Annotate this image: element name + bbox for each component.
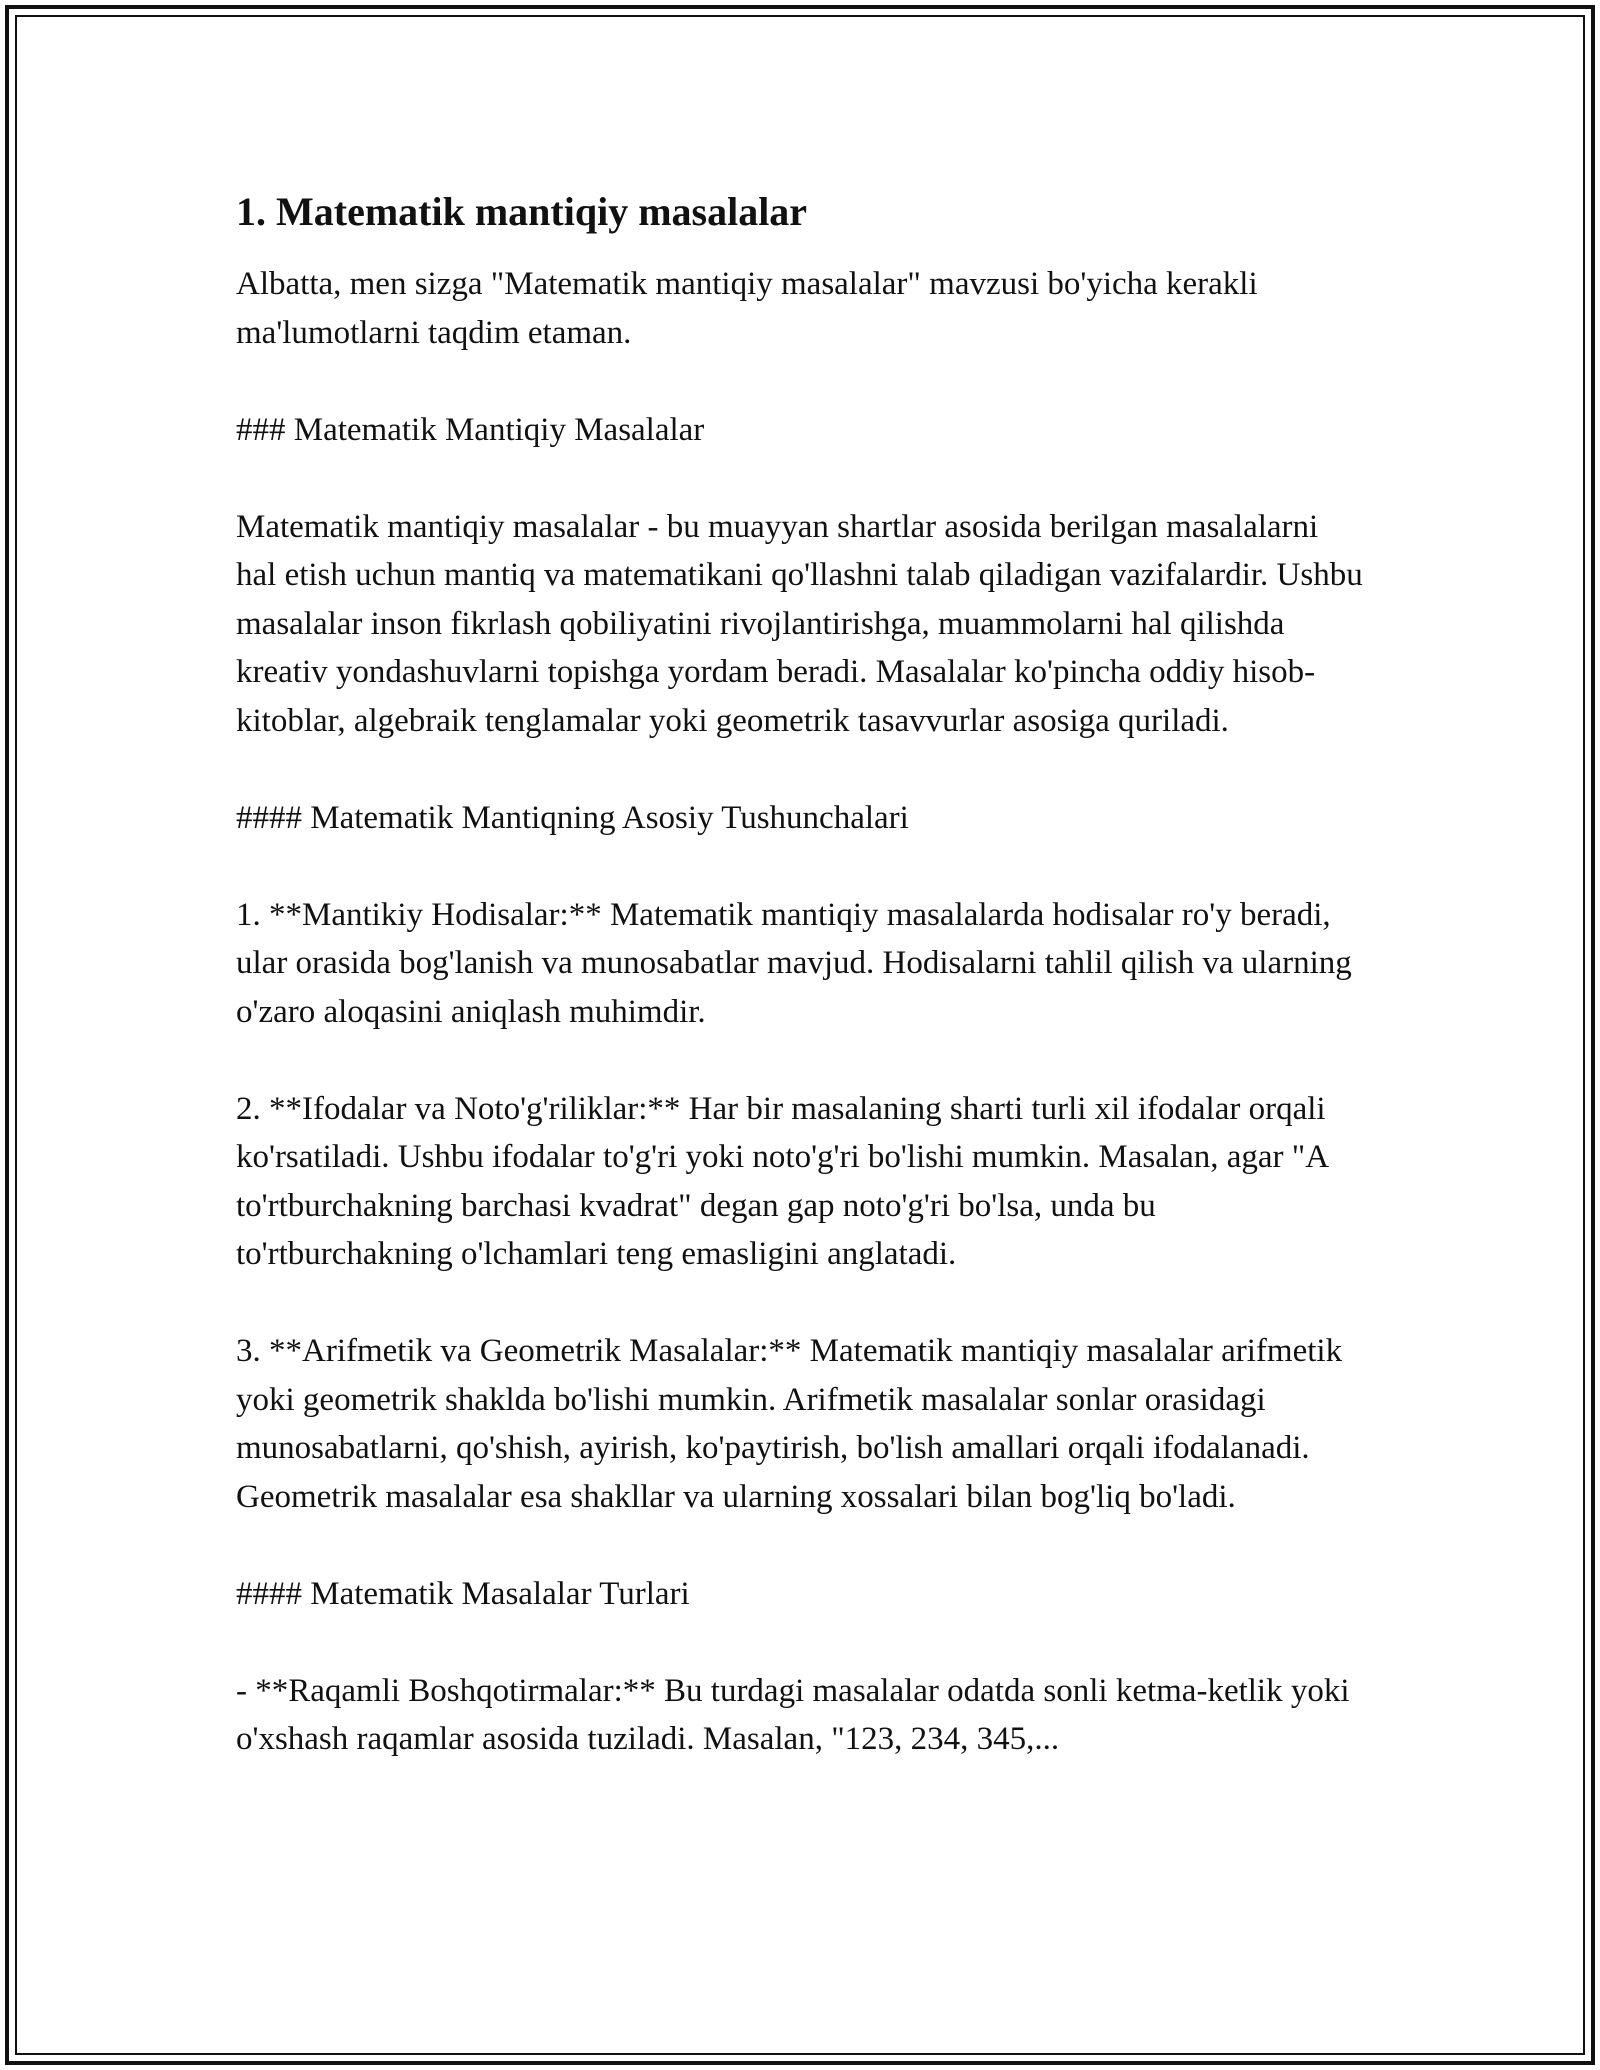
list-item: 1. **Mantikiy Hodisalar:** Matematik mantiqiy masalalarda hodisalar ro'y beradi, ular orasida bog'lanish va munosabatlar mavjud. Hodisalarni tahlil qilish va ularning o'zaro aloqasini aniqlash muhimdir. — [236, 896, 1352, 1030]
section-heading: ### Matematik Mantiqiy Masalalar — [236, 411, 705, 448]
subsection-heading: #### Matematik Masalalar Turlari — [236, 1575, 690, 1612]
list-item: 3. **Arifmetik va Geometrik Masalalar:** Matematik mantiqiy masalalar arifmetik yoki geometrik shaklda bo'lishi mumkin. Arifmetik masalalar sonlar orasidagi munosabatlarni, qo'shish, ayirish, ko'paytirish, bo'lish amallari orqali ifodalanadi. Geometrik masalalar esa shakllar va ularning xossalari bilan bog'liq bo'ladi. — [236, 1333, 1343, 1515]
document-title: 1. Matematik mantiqiy masalalar — [236, 189, 808, 234]
subsection-heading: #### Matematik Mantiqning Asosiy Tushunchalari — [236, 799, 909, 836]
document-body — [236, 186, 1366, 1812]
list-item: 2. **Ifodalar va Noto'g'riliklar:** Har bir masalaning sharti turli xil ifodalar orqali ko'rsatiladi. Ushbu ifodalar to'g'ri yoki noto'g'ri bo'lishi mumkin. Masalan, agar "A to'rtburchakning barchasi kvadrat" degan gap noto'g'ri bo'lsa, unda bu to'rtburchakning o'lchamlari teng emasligini anglatadi. — [236, 1090, 1328, 1272]
list-item: - **Raqamli Boshqotirmalar:** Bu turdagi masalalar odatda sonli ketma-ketlik yoki o'xshash raqamlar asosida tuziladi. Masalan, "123, 234, 345,... — [236, 1672, 1350, 1757]
intro-paragraph: Albatta, men sizga "Matematik mantiqiy masalalar" mavzusi bo'yicha kerakli ma'lumotlarni taqdim etaman. — [236, 266, 1258, 351]
definition-paragraph: Matematik mantiqiy masalalar - bu muayyan shartlar asosida berilgan masalalarni hal etish uchun mantiq va matematikani qo'llashni talab qiladigan vazifalardir. Ushbu masalalar inson fikrlash qobiliyatini rivojlantirishga, muammolarni hal qilishda kreativ yondashuvlarni topishga yordam beradi. Masalalar ko'pincha oddiy hisob-kitoblar, algebraik tenglamalar yoki geometrik tasavvurlar asosiga quriladi. — [236, 508, 1363, 739]
